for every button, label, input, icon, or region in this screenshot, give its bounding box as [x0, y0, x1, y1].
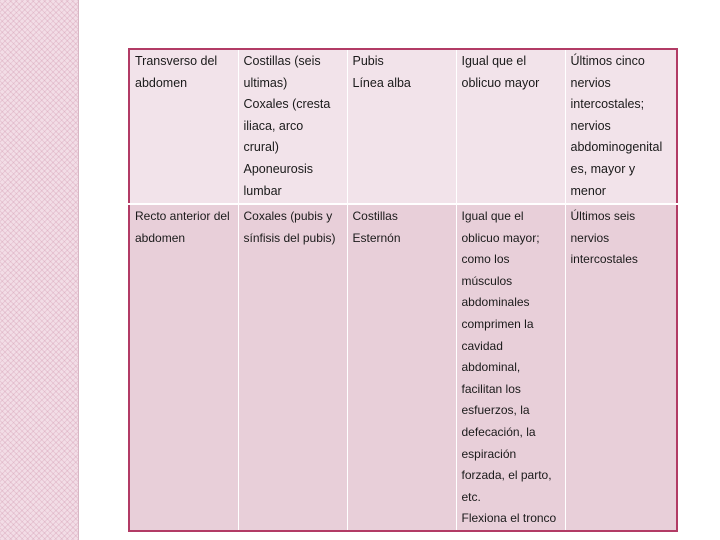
action-cell: Igual que el oblicuo mayor; como los músculos abdominales comprimen la cavidad abdominal, facilitan los esfuerzos, la defecación, la espiración forzada, el parto, etc. Flexiona el tronco	[456, 204, 565, 531]
muscle-table	[128, 48, 678, 532]
origin-cell: Coxales (pubis y sínfisis del pubis)	[238, 204, 347, 531]
decorative-side-strip	[0, 0, 79, 540]
insertion-cell: Costillas Esternón	[347, 204, 456, 531]
origin-cell: Costillas (seis ultimas) Coxales (cresta iliaca, arco crural) Aponeurosis lumbar	[238, 49, 347, 204]
insertion-cell: Pubis Línea alba	[347, 49, 456, 204]
muscle-name-cell: Recto anterior del abdomen	[129, 204, 238, 531]
table-row	[129, 204, 677, 531]
innervation-cell: Últimos cinco nervios intercostales; nervios abdominogenital es, mayor y menor	[565, 49, 677, 204]
action-cell: Igual que el oblicuo mayor	[456, 49, 565, 204]
innervation-cell: Últimos seis nervios intercostales	[565, 204, 677, 531]
table-row	[129, 49, 677, 204]
muscle-name-cell: Transverso del abdomen	[129, 49, 238, 204]
